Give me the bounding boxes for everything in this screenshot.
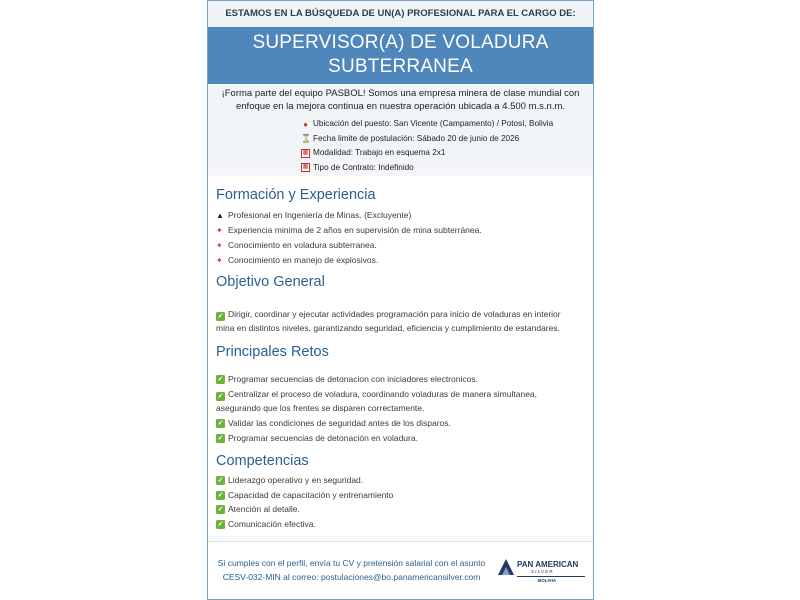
hourglass-icon: ⌛ — [301, 134, 311, 144]
fact-contract: ▦ Tipo de Contrato: Indefinido — [302, 162, 414, 172]
logo-sub: SILVER — [531, 569, 554, 574]
fact-deadline: ⌛ Fecha limite de postulación: Sábado 20 de junio de 2026 — [301, 133, 520, 144]
poster-body — [208, 176, 593, 536]
logo-divider — [517, 576, 585, 577]
job-title-line-1: SUPERVISOR(A) DE VOLADURA — [252, 32, 549, 53]
job-poster — [207, 0, 594, 600]
check-icon: ✓ — [217, 434, 224, 442]
check-icon: ✓ — [217, 491, 224, 499]
list-item: ✓ Atención al detalle. — [217, 504, 300, 514]
objective-text: ✓ Dirigir, coordinar y ejecutar actividades programación para inicio de voladuras en interior mina en distintos niveles, garantizando seguridad, eficiencia y cumplimiento de estandares. — [216, 309, 561, 333]
job-facts — [301, 117, 593, 175]
list-item: ▲ Profesional en Ingeniería de Minas. (Excluyente) — [216, 210, 412, 220]
calendar-icon: ▦ — [302, 164, 309, 171]
list-item: ✦ Conocimiento en voladura subterranea. — [216, 240, 377, 250]
list-item: ✓ Programar secuencias de detonación en voladura. — [217, 433, 418, 443]
list-item: ✦ Conocimiento en manejo de explosivos. — [216, 255, 379, 265]
pin-icon: ● — [303, 119, 308, 129]
check-icon: ✓ — [217, 393, 224, 400]
job-title-band — [208, 27, 593, 84]
job-title-line-2: SUBTERRANEA — [328, 56, 473, 77]
list-item: ✓ Liderazgo operativo y en seguridad. — [217, 475, 364, 485]
list-item: ✓ Centralizar el proceso de voladura, coordinando voladuras de manera simultanea, asegurando que los frentes se disparen correctamente. — [216, 389, 538, 413]
section-title-objetivo: Objetivo General — [216, 274, 325, 290]
check-icon: ✓ — [217, 313, 224, 320]
hero-details — [208, 84, 593, 176]
application-line-1: Si cumples con el perfil, envía tu CV y pretensión salarial con el asunto — [217, 558, 486, 568]
poster-footer — [208, 541, 593, 600]
calendar-icon: ▦ — [302, 149, 309, 156]
hero-banner — [208, 1, 593, 176]
check-icon: ✓ — [217, 375, 224, 383]
pushpin-icon: ✦ — [216, 255, 223, 265]
list-item: ✓ Validar las condiciones de seguridad antes de los disparos. — [217, 418, 451, 428]
application-instructions — [214, 556, 489, 584]
company-intro: ¡Forma parte del equipo PASBOL! Somos una empresa minera de clase mundial con enfoque en la mejora continua en nuestra operación ubicada a 4.500 m.s.n.m. — [221, 88, 580, 112]
list-item: ✓ Comunicación efectiva. — [217, 519, 316, 529]
pushpin-icon: ✦ — [216, 225, 223, 235]
company-logo — [498, 559, 588, 591]
list-item: ✓ Programar secuencias de detonacion con iniciadores electronicos. — [217, 374, 478, 384]
logo-name: PAN AMERICAN — [517, 560, 579, 569]
fact-location: ● Ubicación del puesto: San Vicente (Campamento) / Potosí, Bolivia — [301, 117, 593, 132]
check-icon: ✓ — [217, 505, 224, 513]
application-line-2: CESV-032-MIN al correo: postulaciones@bo.panamericansilver.com — [222, 572, 481, 582]
logo-country: BOLIVIA — [538, 578, 557, 583]
check-icon: ✓ — [217, 476, 224, 484]
fact-modality: ▦ Modalidad: Trabajo en esquema 2x1 — [302, 148, 446, 157]
section-title-competencias: Competencias — [216, 453, 309, 469]
graduation-cap-icon: ▲ — [216, 210, 224, 220]
section-title-formacion: Formación y Experiencia — [216, 187, 376, 203]
list-item: ✓ Capacidad de capacitación y entrenamiento — [217, 490, 394, 500]
list-item: ✦ Experiencia minima de 2 años en supervisión de mina subterránea. — [216, 225, 482, 235]
check-icon: ✓ — [217, 419, 224, 427]
pushpin-icon: ✦ — [216, 240, 223, 250]
pan-american-logo-icon — [498, 559, 514, 575]
check-icon: ✓ — [217, 520, 224, 528]
section-title-retos: Principales Retos — [216, 344, 329, 360]
recruitment-kicker: ESTAMOS EN LA BÚSQUEDA DE UN(A) PROFESIONAL PARA EL CARGO DE: — [208, 1, 593, 27]
